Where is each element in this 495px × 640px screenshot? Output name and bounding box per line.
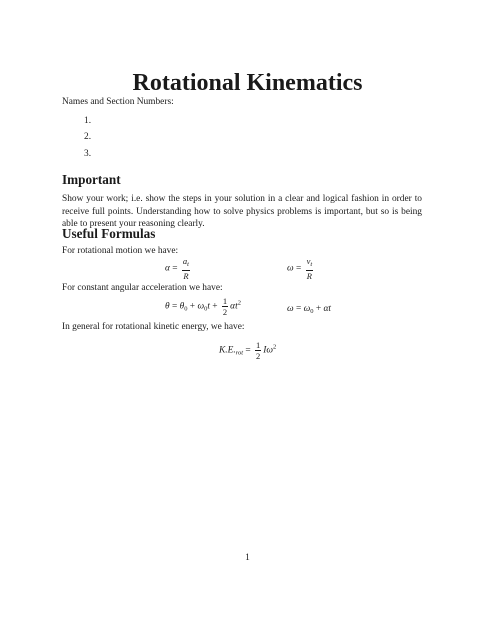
constant-acceleration-intro: For constant angular acceleration we have: <box>62 283 223 293</box>
list-item-1: 1. <box>84 116 92 126</box>
formula-angular-acceleration: α = $\frac{a_t}{R}$ <box>165 256 189 281</box>
formula-angular-position: $\theta = \theta_0 + \omega_0t$ + $\frac{1}{2}$ $\alpha t^2$ <box>165 296 241 317</box>
energy-intro: In general for rotational kinetic energy, we have: <box>62 322 245 332</box>
formula-rotational-kinetic-energy: $K.E._{rot}$ = $\frac{1}{2}$ $I\omega^2$ <box>219 340 277 361</box>
formula-angular-velocity: ω = $\frac{v_t}{R}$ <box>287 256 313 281</box>
rotational-intro: For rotational motion we have: <box>62 246 179 256</box>
list-item-3: 3. <box>84 149 92 159</box>
important-heading: Important <box>62 172 121 187</box>
names-label: Names and Section Numbers: <box>62 97 174 107</box>
formulas-heading: Useful Formulas <box>62 226 156 241</box>
page-title: Rotational Kinematics <box>132 70 363 96</box>
formula-angular-velocity-time: $\omega = \omega_0 + \alpha t$ <box>287 304 331 315</box>
list-item-2: 2. <box>84 132 92 142</box>
important-paragraph: Show your work; i.e. show the steps in your solution in a clear and logical fashion in order to receive full points. Understanding how to solve physics problems is important, but so is being able to present your reasoning clearly. <box>62 194 422 229</box>
page-number: 1 <box>245 553 250 563</box>
